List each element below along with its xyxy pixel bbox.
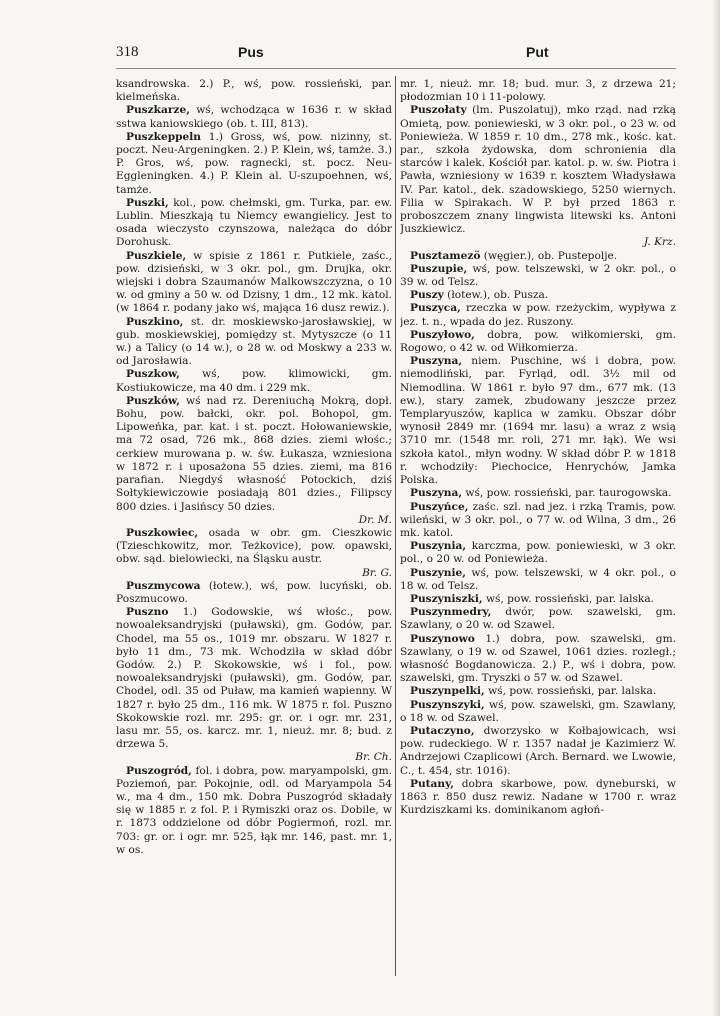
entry-headword: Puszmycowa bbox=[126, 579, 201, 592]
dictionary-entry bbox=[400, 593, 676, 606]
entry-text: dobra, pow. wiłkomierski, gm. Rogowo, o 42 w. od Wiłkomierza. bbox=[400, 328, 676, 355]
entry-headword: Puszyńce, bbox=[410, 500, 469, 513]
dictionary-entry bbox=[400, 302, 676, 328]
entry-text: ksandrowska. 2.) P., wś, pow. rossieński, par. kielmeńska. bbox=[116, 78, 392, 104]
entry-text: kol., pow. chełmski, gm. Turka, par. ew. Lublin. Mieszkają tu Niemcy ewangielicy. Jest to osada wieczysto czynszowa, należąca do dóbr Dorohusk. bbox=[116, 196, 392, 249]
entry-headword: Puszyna, bbox=[410, 355, 463, 368]
dictionary-entry bbox=[116, 606, 392, 764]
dictionary-entry bbox=[400, 725, 676, 778]
entry-headword: Puszków, bbox=[126, 394, 180, 407]
dictionary-entry bbox=[400, 540, 676, 566]
entry-text: (węgier.), ob. Pustepolje. bbox=[480, 249, 618, 262]
entry-author-signature: Dr. M. bbox=[358, 513, 392, 526]
entry-headword: Puszkino, bbox=[126, 315, 184, 328]
entry-headword: Puszyłowo, bbox=[410, 328, 475, 341]
entry-text: 1.) dobra, pow. szawelski, gm. Szawlany, o 19 w. od Szawel, 1061 dzies. rozległ.; własność Bogdanowicza. 2.) P., wś i dobra, pow. szawelski, gm. Tryszki o 57 w. od Szawel. bbox=[400, 632, 676, 685]
entry-headword: Puszupie, bbox=[410, 262, 468, 275]
dictionary-entry bbox=[116, 316, 392, 369]
entry-text: wś, pow. rossieński, par. taurogowska. bbox=[462, 487, 672, 500]
left-running-title: Pus bbox=[238, 44, 264, 60]
header-rule bbox=[116, 68, 676, 69]
dictionary-entry bbox=[400, 355, 676, 487]
entry-headword: Puszynie, bbox=[410, 566, 466, 579]
entry-author-signature: Br. Ch. bbox=[355, 751, 392, 764]
entry-author-signature: Br. G. bbox=[362, 566, 392, 579]
entry-headword: Puszkiele, bbox=[126, 249, 187, 262]
dictionary-entry bbox=[400, 329, 676, 355]
left-column bbox=[116, 78, 392, 978]
dictionary-entry bbox=[400, 250, 676, 263]
right-running-title: Put bbox=[526, 44, 549, 60]
entry-text: wś nad rz. Dereniuchą Mokrą, dopł. Bohu, pow. bałcki, okr. pol. Bohopol, gm. Lipoweńka, par. kat. i st. poczt. Hołowaniewskie, ma 72 osad, 726 mk., 868 dzies. ziemi włośc.; cerkiew murowana p. w. św. Łukasza, wzniesiona w 1872 r. i uposażona 55 dzies. ziemi, ma 816 parafian. Niegdyś własność Potockich, dziś Sołtykiewiczowie posiadają 801 dzies., Filipscy 800 dzies. i Jasińscy 50 dzies. bbox=[116, 394, 392, 513]
entry-headword: Puszogród, bbox=[126, 764, 192, 777]
column-divider bbox=[395, 76, 396, 976]
entry-headword: Puszy bbox=[410, 289, 444, 302]
entry-text: wś, pow. rossieński, par. lalska. bbox=[484, 685, 657, 698]
right-column bbox=[400, 78, 676, 978]
dictionary-entry bbox=[400, 567, 676, 593]
entry-author-signature: J. Krz. bbox=[643, 236, 676, 249]
dictionary-entry bbox=[400, 263, 676, 289]
dictionary-entry bbox=[400, 487, 676, 500]
entry-headword: Putany, bbox=[410, 777, 454, 790]
entry-headword: Putaczyno, bbox=[410, 724, 475, 737]
entry-headword: Puszynszyki, bbox=[410, 698, 485, 711]
entry-text: zaśc. szl. nad jez. i rzką Tramis, pow. wileński, w 3 okr. pol., o 77 w. od Wilna, 3 dm., 26 mk. katol. bbox=[400, 500, 676, 539]
entry-text: (łotew.), wś, pow. lucyński, ob. Poszmucowo. bbox=[116, 579, 392, 605]
entry-headword: Puszki, bbox=[126, 196, 169, 209]
entry-text: fol. i dobra, pow. maryampolski, gm. Poziemoń, par. Pokojnie, odl. od Maryampola 54 w., ma 4 dm., 150 mk. Dobra Puszogród składały się w 1885 r. z fol. P. i Rymiszki oraz os. Dobile, w r. 1873 oddzielone od dóbr Pogiermoń, rozl. mr. 703: gr. or. i ogr. mr. 525, łąk mr. 146, past. mr. 1, w os. bbox=[116, 764, 392, 856]
dictionary-entry bbox=[400, 501, 676, 541]
dictionary-entry bbox=[116, 368, 392, 394]
dictionary-entry bbox=[400, 633, 676, 686]
entry-text: (lm. Puszolatuj), mko rząd. nad rzką Omietą, pow. poniewieski, w 3 okr. pol., o 23 w. od Poniewieża. W 1859 r. 10 dm., 278 mk., kośc. kat. par., szkoła żydowska, dom schronienia dla starców i kalek. Kościół par. katol. p. w. św. Piotra i Pawła, wzniesiony w 1639 r. kosztem Władysława IV. Par. katol., dek. szadowskiego, 5250 wiernych. Filia w Spirakach. W P. był przed 1863 r. proboszczem znany lingwista litewski ks. Antoni Juszkiewicz. bbox=[400, 104, 676, 236]
entry-text: wś, pow. szawelski, gm. Szawlany, o 18 w. od Szawel. bbox=[400, 698, 676, 724]
dictionary-entry bbox=[400, 699, 676, 725]
page-number: 318 bbox=[116, 44, 139, 60]
entry-headword: Puszołaty bbox=[410, 104, 467, 117]
entry-text: niem. Puschine, wś i dobra, pow. niemodliński, par. Fyrląd, odl. 3½ mil od Niemodlina. W 1861 r. było 97 dm., 677 mk. (13 ew.), stary zamek, zbudowany jeszcze przez Templaryuszów, kaplica w zamku. Obszar dóbr wynosił 2849 mr. (1694 mr. lasu) a wraz z wsią 3710 mr. (1548 mr. roli, 271 mr. łąk). We wsi szkoła katol., młyn wodny. W skład dóbr P. w 1818 r. wchodziły: Piechocice, Henrychów, Jamka Polska. bbox=[400, 355, 676, 487]
dictionary-entry bbox=[400, 289, 676, 302]
dictionary-entry bbox=[400, 104, 676, 249]
running-header bbox=[116, 44, 676, 66]
dictionary-entry bbox=[116, 131, 392, 197]
entry-text: wś, pow. telszewski, w 4 okr. pol., o 18 w. od Telsz. bbox=[400, 566, 676, 592]
entry-headword: Puszynowo bbox=[410, 632, 475, 645]
entry-headword: Puszkowiec, bbox=[126, 526, 199, 539]
entry-text: w spisie z 1861 r. Putkiele, zaśc., pow. dzisieński, w 3 okr. pol., gm. Drujka, okr. wiejski i dobra Szaumanów Malkowszczyzna, o 10 w. od gminy a 50 w. od Dzisny, 1 dm., 12 mk. katol. (w 1864 r. podany jako wś, mająca 16 dusz rewiz.). bbox=[116, 249, 392, 315]
entry-text: karczma, pow. poniewieski, w 3 okr. pol., o 20 w. od Poniewieża. bbox=[400, 540, 676, 566]
entry-headword: Puszkeppeln bbox=[126, 130, 202, 143]
entry-text: wś, pow. rossieński, par. lalska. bbox=[482, 592, 655, 605]
dictionary-entry bbox=[400, 606, 676, 632]
dictionary-entry bbox=[400, 778, 676, 818]
dictionary-entry bbox=[116, 104, 392, 130]
entry-text: dobra skarbowe, pow. dyneburski, w 1863 r. 850 dusz rewiz. Nadane w 1700 r. wraz Kurdziszkami ks. dominikanom agłoń- bbox=[400, 777, 676, 817]
entry-text: (łotew.), ob. Pusza. bbox=[443, 289, 549, 302]
entry-headword: Puszkarze, bbox=[126, 104, 190, 117]
entry-text: 1.) Godowskie, wś włośc., pow. nowoaleksandryjski (puławski), gm. Godów, par. Chodel, ma 55 os., 1019 mr. obszaru. W 1827 r. było 11 dm., 73 mk. Wchodziła w skład dóbr Godów. 2.) P. Skokowskie, wś i fol., pow. nowoaleksandryjski (puławski), gm. Godów, par. Chodel, odl. 35 od Puław, ma kamień wapienny. W 1827 r. było 25 dm., 116 mk. W 1875 r. fol. Puszno Skokowskie rozl. mr. 295: gr. or. i ogr. mr. 231, lasu mr. 55, os. karcz. mr. 1, nieuż. mr. 8; bud. z drzewa 5. bbox=[116, 606, 392, 751]
dictionary-entry bbox=[116, 765, 392, 857]
entry-headword: Puszynmedry, bbox=[410, 606, 492, 619]
dictionary-entry bbox=[116, 395, 392, 527]
entry-text: 1.) Gross, wś, pow. nizinny, st. poczt. Neu-Argeningken. 2.) P. Klein, wś, tamże. 3.) P. Gros, wś, pow. ragnecki, st. pocz. Neu-Eggleningken. 4.) P. Klein al. U-szupoehnen, wś, tamże. bbox=[116, 130, 392, 196]
entry-headword: Pusztamezö bbox=[410, 249, 481, 262]
entry-text: wś, pow. klimowicki, gm. Kostiukowicze, ma 40 dm. i 229 mk. bbox=[116, 368, 392, 394]
entry-headword: Puszno bbox=[126, 606, 169, 619]
entry-text: wś, wchodząca w 1636 r. w skład sstwa kaniowskiego (ob. t. III, 813). bbox=[116, 104, 392, 130]
dictionary-entry bbox=[400, 78, 676, 104]
dictionary-entry bbox=[400, 685, 676, 698]
entry-headword: Puszkow, bbox=[126, 368, 180, 381]
entry-headword: Puszyca, bbox=[410, 302, 461, 315]
dictionary-entry bbox=[116, 197, 392, 250]
dictionary-entry bbox=[116, 527, 392, 580]
entry-headword: Puszyniszki, bbox=[410, 592, 483, 605]
entry-text: dwór, pow. szawelski, gm. Szawlany, o 20 w. od Szawel. bbox=[400, 606, 676, 632]
dictionary-entry bbox=[116, 250, 392, 316]
page-edge bbox=[712, 0, 720, 1016]
entry-text: osada w obr. gm. Cieszkowic (Tzieschkowitz, mor. Teżkovice), pow. opawski, obw. sąd. bielowiecki, na Śląsku austr. bbox=[116, 526, 392, 566]
entry-headword: Puszyna, bbox=[410, 487, 463, 500]
dictionary-entry bbox=[116, 580, 392, 606]
entry-headword: Puszynia, bbox=[410, 540, 467, 553]
entry-text: dworzysko w Kołbajowicach, wsi pow. rudeckiego. W r. 1357 nadał je Kazimierz W. Andrzejowi Czaplicowi (Arch. Bernard. we Lwowie, C., t. 454, str. 1016). bbox=[400, 724, 676, 777]
entry-text: st. dr. moskiewsko-jarosławskiej, w gub. moskiewskiej, pomiędzy st. Mytyszcze (o 11 w.) a Talicy (o 14 w.), o 28 w. od Moskwy a 233 w. od Jarosławia. bbox=[116, 315, 392, 368]
dictionary-entry bbox=[116, 78, 392, 104]
entry-headword: Puszynpelki, bbox=[410, 685, 485, 698]
entry-text: mr. 1, nieuż. mr. 18; bud. mur. 3, z drzewa 21; płodozmian 10 i 11-polowy. bbox=[400, 78, 676, 104]
entry-text: wś, pow. telszewski, w 2 okr. pol., o 39 w. od Telsz. bbox=[400, 262, 676, 289]
entry-text: rzeczka w pow. rzeżyckim, wypływa z jez. t. n., wpada do jez. Ruszony. bbox=[400, 302, 676, 328]
